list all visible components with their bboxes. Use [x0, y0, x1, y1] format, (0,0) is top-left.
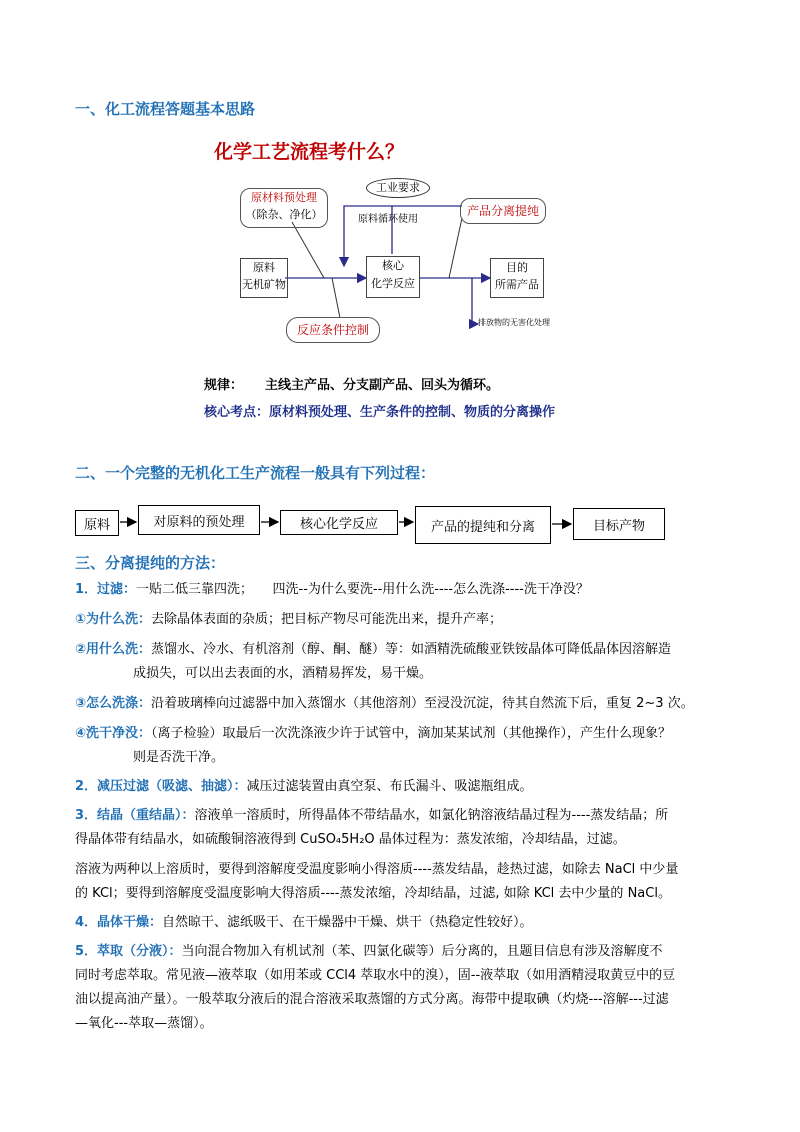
extraction-line4: —氧化---萃取—蒸馏）。 — [75, 1016, 213, 1031]
pretreat-bubble: 原材料预处理 （除杂、净化） — [240, 188, 328, 228]
raw-material-box: 原料 无机矿物 — [240, 258, 288, 298]
clean-check-line2: 则是否洗干净。 — [133, 750, 225, 765]
extraction-line3: 油以提高油产量）。一般萃取分液后的混合溶液采取蒸馏的方式分离。海带中提取碘（灼烧---溶解---过滤 — [75, 992, 669, 1007]
mixed-solute-line: 溶液为两种以上溶质时，要得到溶解度受温度影响小得溶质----蒸发结晶，趁热过滤，如除去 NaCl 中少量 — [75, 862, 679, 877]
crystallization-line: 3．结晶（重结晶）：溶液单一溶质时，所得晶体不带结晶水，如氯化钠溶液结晶过程为----蒸发结晶；所 — [75, 808, 669, 823]
what-wash-line2: 成损失，可以出去表面的水，酒精易挥发，易干燥。 — [133, 666, 433, 681]
core-points: 核心考点：原材料预处理、生产条件的控制、物质的分离操作 — [204, 405, 556, 420]
extraction-line: 5．萃取（分液）：当向混合物加入有机试剂（苯、四氯化碳等）后分离的，且题目信息有涉及溶解度不 — [75, 944, 663, 959]
crystallization-line2: 得晶体带有结晶水，如硫酸铜溶液得到 CuSO₄5H₂O 晶体过程为：蒸发浓缩，冷却结晶，过滤。 — [75, 832, 626, 847]
filter-line: 1．过滤：一贴二低三靠四洗； 四洗--为什么要洗--用什么洗----怎么洗涤----洗干净没？ — [75, 582, 589, 597]
condition-control-bubble: 反应条件控制 — [286, 317, 380, 343]
what-wash-line: ②用什么洗：蒸馏水、冷水、有机溶剂（醇、酮、醚）等：如酒精洗硫酸亚铁铵晶体可降低晶体因溶解造 — [75, 642, 672, 657]
rule-line: 规律： 主线主产品、分支副产品、回头为循环。 — [204, 378, 500, 393]
flow-step-purify: 产品的提纯和分离 — [415, 506, 551, 544]
vacuum-filter-line: 2．减压过滤（吸滤、抽滤）：减压过滤装置由真空泵、布氏漏斗、吸滤瓶组成。 — [75, 779, 533, 794]
why-wash-line: ①为什么洗：去除晶体表面的杂质；把目标产物尽可能洗出来，提升产率； — [75, 612, 503, 627]
section3-title: 三、分离提纯的方法： — [75, 554, 226, 572]
flow-step-target: 目标产物 — [573, 508, 665, 540]
drying-line: 4．晶体干燥：自然晾干、滤纸吸干、在干燥器中干燥、烘干（热稳定性较好）。 — [75, 915, 533, 930]
how-wash-line: ③怎么洗涤：沿着玻璃棒向过滤器中加入蒸馏水（其他溶剂）至浸没沉淀，待其自然流下后，重复 2~3 次。 — [75, 696, 694, 711]
section2-title: 二、一个完整的无机化工生产流程一般具有下列过程： — [75, 464, 436, 482]
recycle-label: 原料循环使用 — [358, 214, 418, 225]
extraction-line2: 同时考虑萃取。常见液—液萃取（如用苯或 CCl4 萃取水中的溴），固--液萃取（如用酒精浸取黄豆中的豆 — [75, 968, 676, 983]
goal-product-box: 目的 所需产品 — [490, 258, 544, 298]
section1-title: 一、化工流程答题基本思路 — [75, 100, 256, 118]
flow-step-core: 核心化学反应 — [280, 510, 398, 535]
flow-step-pretreat: 对原料的预处理 — [138, 505, 260, 535]
waste-treatment-label: 排放物的无害化处理 — [478, 318, 550, 327]
core-reaction-box: 核心 化学反应 — [366, 256, 420, 298]
diagram-title: 化学工艺流程考什么？ — [214, 141, 405, 163]
flow-step-raw: 原料 — [75, 510, 119, 536]
mixed-solute-line2: 的 KCl；要得到溶解度受温度影响大得溶质----蒸发浓缩，冷却结晶，过滤, 如除 KCl 去中少量的 NaCl。 — [75, 886, 671, 901]
clean-check-line: ④洗干净没：（离子检验）取最后一次洗涤液少许于试管中，滴加某某试剂（其他操作），产生什么现象？ — [75, 726, 672, 741]
industry-requirement-bubble: 工业要求 — [366, 178, 430, 198]
flow-arrows — [0, 0, 800, 560]
separation-bubble: 产品分离提纯 — [460, 198, 546, 224]
